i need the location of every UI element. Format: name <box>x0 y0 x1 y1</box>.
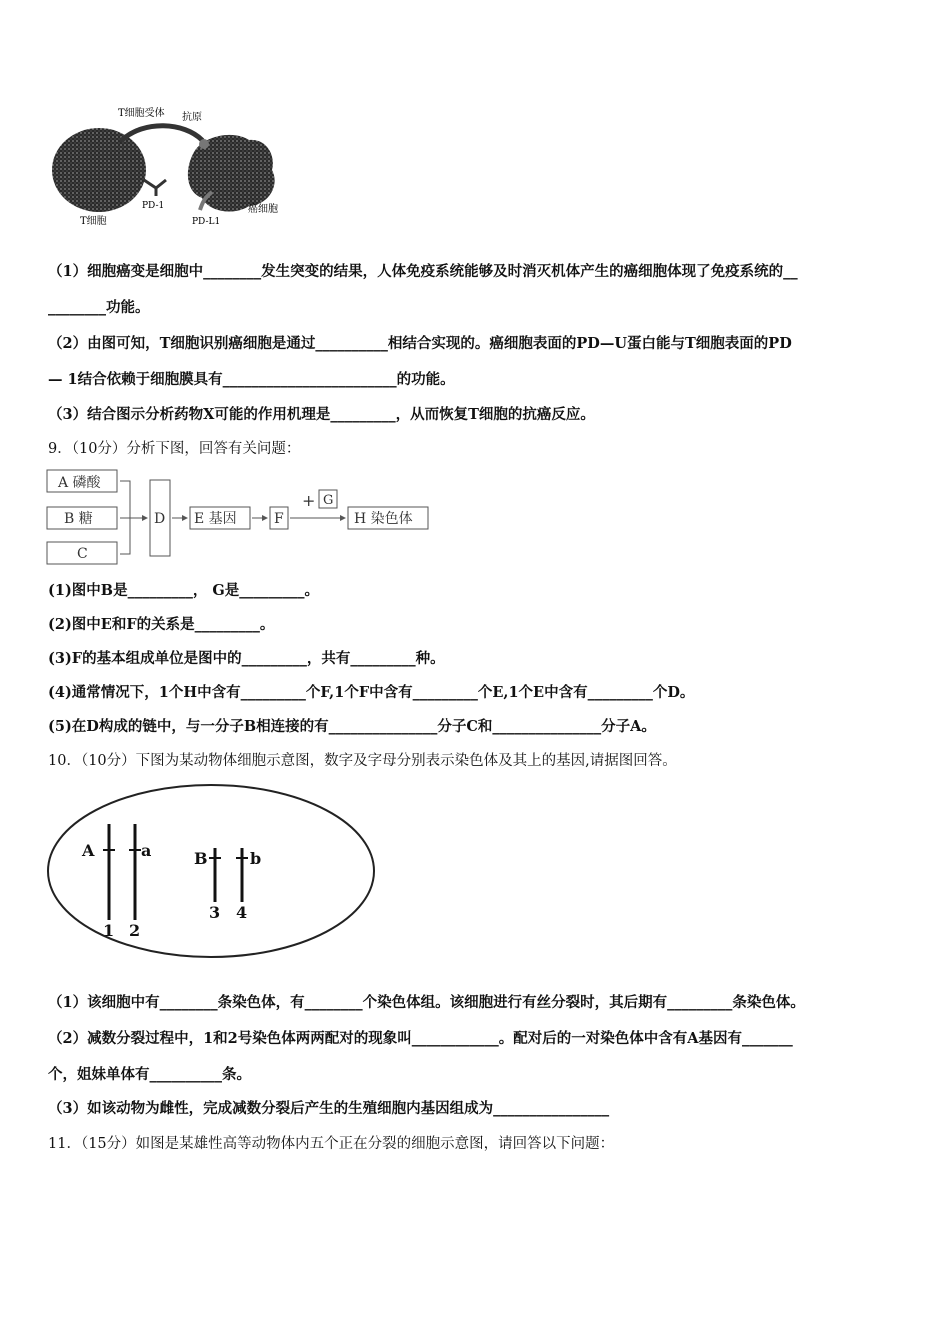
t-cell-label: T细胞 <box>80 216 107 227</box>
q8-part2-line2: — 1结合依赖于细胞膜具有________________________的功能。 <box>48 371 455 388</box>
chromosome-4-number: 4 <box>236 903 248 922</box>
box-b-label: B 糖 <box>64 511 93 527</box>
box-h-label: H 染色体 <box>354 511 413 527</box>
q10-part1: （1）该细胞中有________条染色体，有________个染色体组。该细胞进行有丝分裂时，其后期有_________条染色体。 <box>48 994 805 1011</box>
q9-heading: 9．（10分）分析下图，回答有关问题： <box>48 441 301 457</box>
box-f-label: F <box>274 511 284 527</box>
chromosome-3-number: 3 <box>209 903 221 922</box>
t-cell-cancer-cell-figure <box>44 100 294 230</box>
q9-flow-diagram <box>44 466 434 570</box>
q9-sub4: (4)通常情况下，1个H中含有_________个F,1个F中含有_________个E,1个E中含有_________个D。 <box>48 684 695 701</box>
box-d-label: D <box>154 511 166 527</box>
pdl1-label: PD-L1 <box>192 217 221 227</box>
gene-a-label: a <box>141 841 152 860</box>
q10-heading: 10．（10分）下图为某动物体细胞示意图，数字及字母分别表示染色体及其上的基因,请据图回答。 <box>48 753 677 769</box>
antigen-label: 抗原 <box>182 112 202 123</box>
q10-part3: （3）如该动物为雌性，完成减数分裂后产生的生殖细胞内基因组成为________________ <box>48 1100 610 1117</box>
q9-sub3: (3)F的基本组成单位是图中的_________，共有_________种。 <box>48 650 445 667</box>
t-receptor-shape <box>122 126 202 140</box>
gene-b-label: b <box>250 849 262 868</box>
cell-outline <box>48 785 374 957</box>
gene-B-label: B <box>194 849 208 868</box>
box-a-label: A 磷酸 <box>58 475 101 491</box>
box-c-label: C <box>77 546 88 562</box>
box-e-label: E 基因 <box>194 511 237 527</box>
box-g-label: G <box>323 493 334 508</box>
t-cell-shape <box>52 128 146 212</box>
q9-sub1: (1)图中B是_________， G是_________。 <box>48 582 319 599</box>
q10-cell-diagram <box>44 780 378 962</box>
pd1-label: PD-1 <box>142 201 165 211</box>
q10-part2-line2: 个，姐妹单体有__________条。 <box>48 1066 251 1083</box>
q8-part1-line2: ________功能。 <box>48 299 150 316</box>
q11-heading: 11．（15分）如图是某雄性高等动物体内五个正在分裂的细胞示意图，请回答以下问题： <box>48 1136 615 1152</box>
q9-sub2: (2)图中E和F的关系是_________。 <box>48 616 275 633</box>
plus-sign: + <box>302 491 316 510</box>
t-receptor-label: T细胞受体 <box>118 108 165 119</box>
antigen-shape <box>199 139 209 149</box>
chromosome-2-number: 2 <box>129 921 141 940</box>
pd1-shape <box>144 180 166 196</box>
q8-part1-line1: （1）细胞癌变是细胞中________发生突变的结果，人体免疫系统能够及时消灭机体产生的癌细胞体现了免疫系统的__ <box>48 263 798 280</box>
q8-part3: （3）结合图示分析药物X可能的作用机理是_________，从而恢复T细胞的抗癌反应。 <box>48 406 595 423</box>
gene-A-label: A <box>82 841 95 860</box>
cancer-cell-label: 癌细胞 <box>248 204 278 215</box>
q9-sub5: (5)在D构成的链中，与一分子B相连接的有_______________分子C和_______________分子A。 <box>48 718 656 735</box>
chromosome-1-number: 1 <box>103 921 115 940</box>
q8-part2-line1: （2）由图可知，T细胞识别癌细胞是通过__________相结合实现的。癌细胞表面的PD—U蛋白能与T细胞表面的PD <box>48 335 792 352</box>
q10-part2-line1: （2）减数分裂过程中，1和2号染色体两两配对的现象叫____________。配对后的一对染色体中含有A基因有_______ <box>48 1030 793 1047</box>
